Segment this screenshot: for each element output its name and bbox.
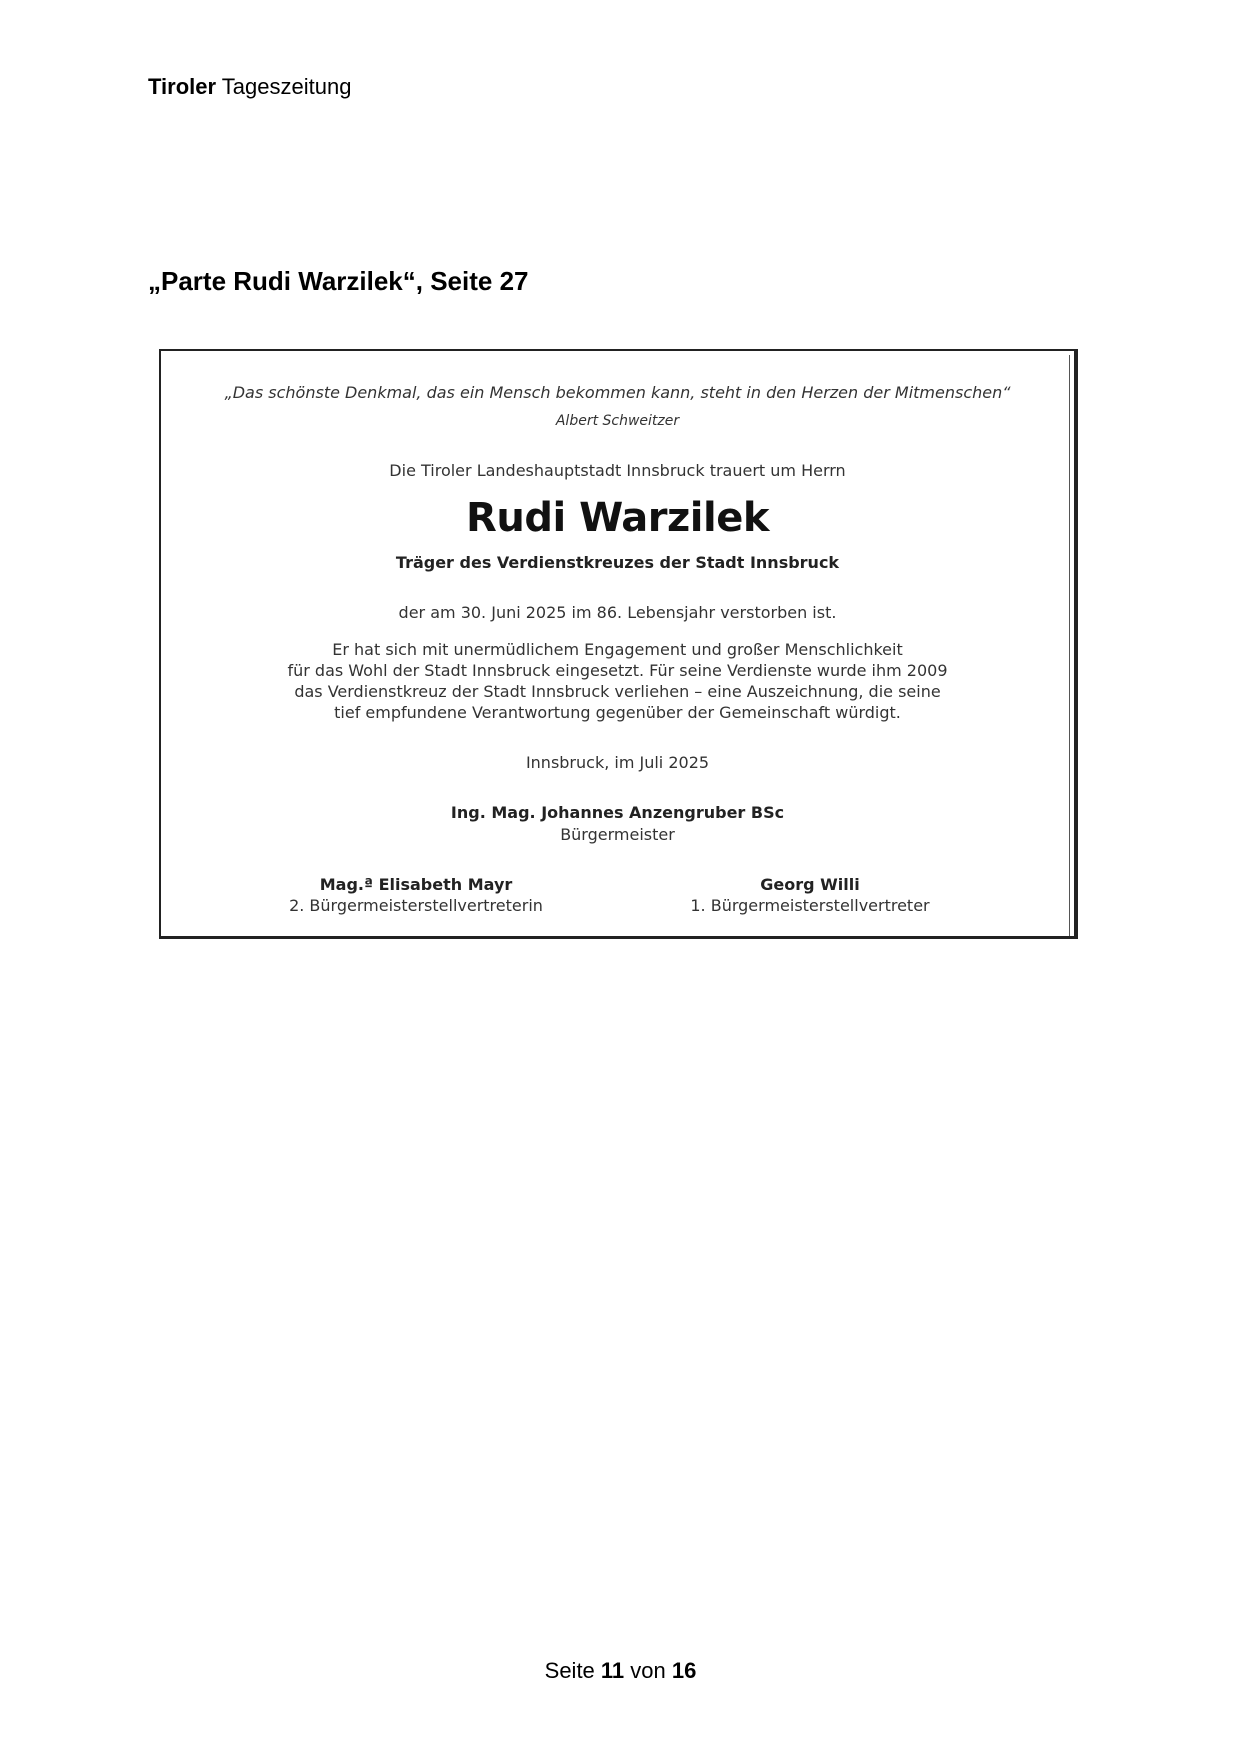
notice-quote: „Das schönste Denkmal, das ein Mensch bekommen kann, steht in den Herzen der Mitmenschen“: [224, 383, 1011, 402]
obituary-notice: [159, 349, 1078, 939]
biography: [161, 639, 1074, 723]
page-number-current: 11: [600, 1658, 625, 1683]
deceased-name: Rudi Warzilek: [466, 495, 769, 541]
publication-name-bold: Tiroler: [148, 74, 217, 99]
article-title: „Parte Rudi Warzilek“, Seite 27: [148, 266, 529, 296]
mayor-role: Bürgermeister: [560, 825, 675, 844]
page-number-total: 16: [671, 1658, 697, 1683]
deputy-name: Georg Willi: [760, 875, 860, 894]
notice-quote-author: Albert Schweitzer: [555, 413, 680, 429]
mayor-name: Ing. Mag. Johannes Anzengruber BSc: [450, 803, 785, 822]
biography-line: Er hat sich mit unermüdlichem Engagement und großer Menschlichkeit: [332, 640, 903, 659]
page-number-prefix: Seite: [544, 1658, 601, 1683]
deputy-signature-right: [640, 874, 980, 916]
deputy-role: 1. Bürgermeisterstellvertreter: [690, 896, 930, 915]
publication-name: [148, 72, 351, 102]
deceased-honor: Träger des Verdienstkreuzes der Stadt Innsbruck: [395, 553, 840, 572]
page-number: [0, 1656, 1241, 1686]
page-number-middle: von: [624, 1658, 672, 1683]
biography-line: für das Wohl der Stadt Innsbruck eingesetzt. Für seine Verdienste wurde ihm 2009: [287, 661, 948, 680]
biography-line: tief empfundene Verantwortung gegenüber der Gemeinschaft würdigt.: [334, 703, 901, 722]
deputy-role: 2. Bürgermeisterstellvertreterin: [289, 896, 543, 915]
biography-line: das Verdienstkreuz der Stadt Innsbruck verliehen – eine Auszeichnung, die seine: [294, 682, 941, 701]
deputy-signature-left: [246, 874, 586, 916]
deputy-name: Mag.ª Elisabeth Mayr: [319, 875, 513, 894]
notice-intro: Die Tiroler Landeshauptstadt Innsbruck trauert um Herrn: [389, 461, 846, 480]
place-date: Innsbruck, im Juli 2025: [525, 753, 710, 772]
publication-name-rest: Tageszeitung: [216, 74, 352, 99]
death-statement: der am 30. Juni 2025 im 86. Lebensjahr verstorben ist.: [398, 603, 837, 622]
